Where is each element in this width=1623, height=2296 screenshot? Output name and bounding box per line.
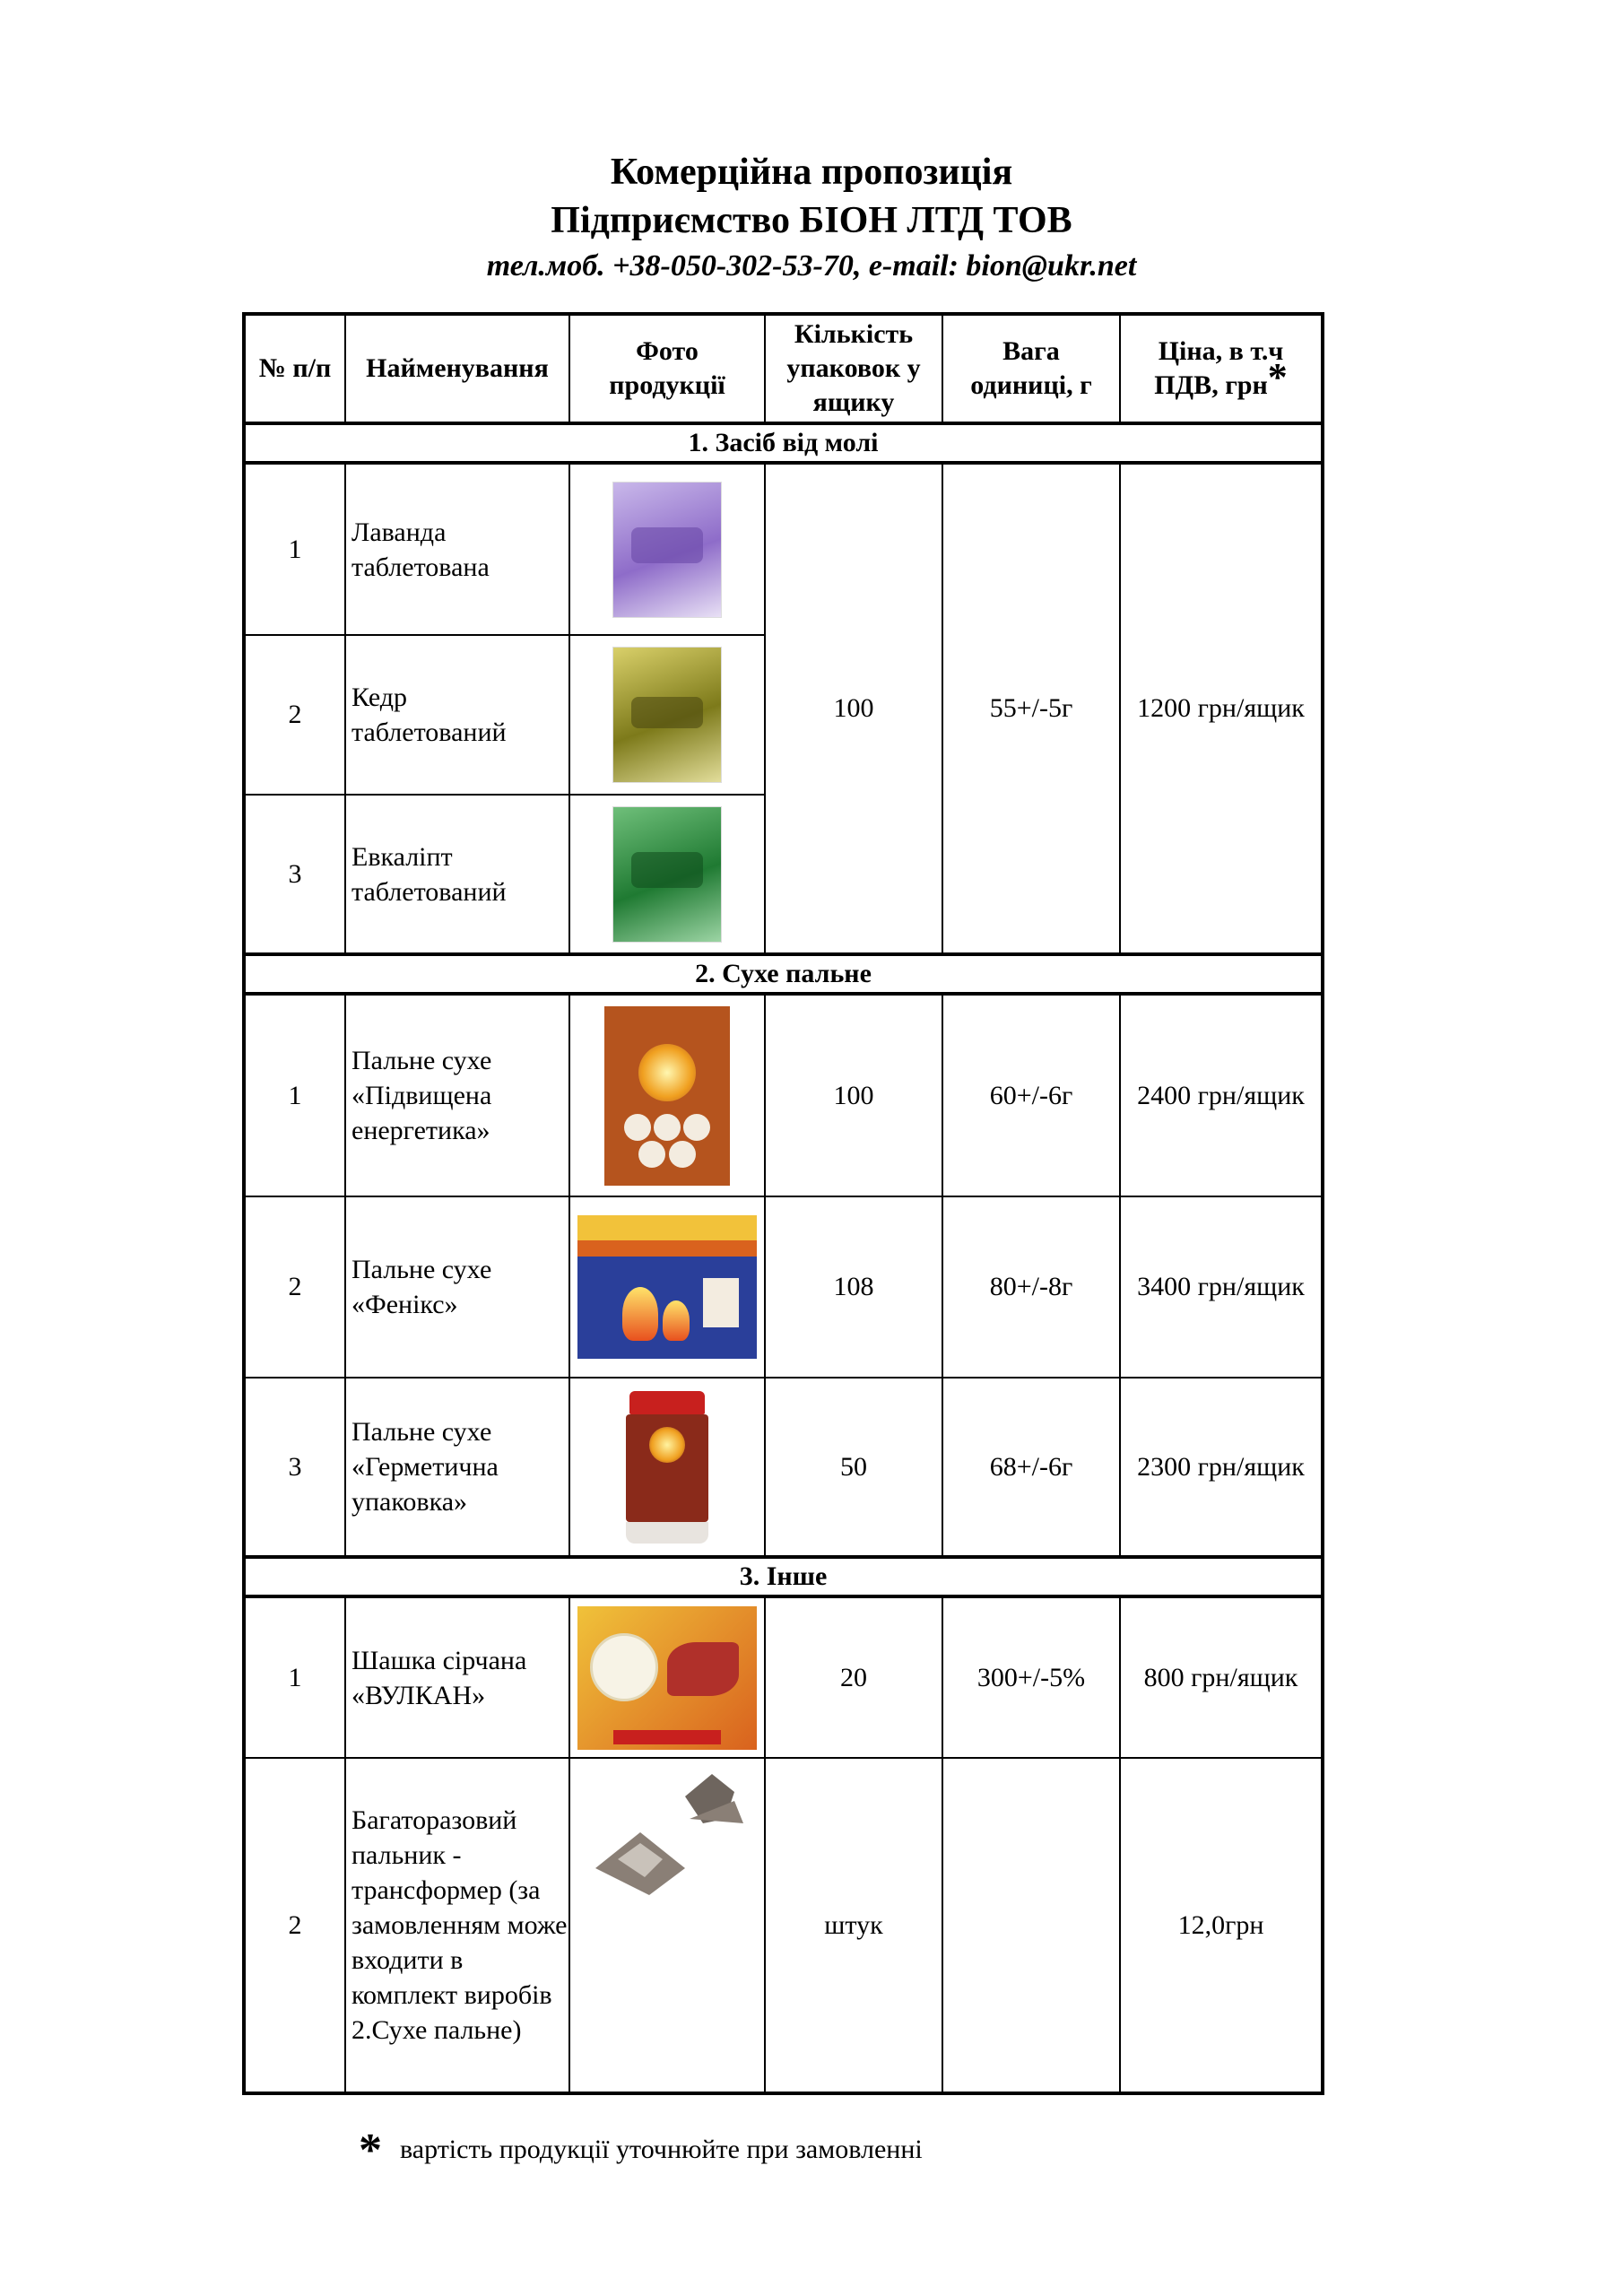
company-contacts: тел.моб. +38-050-302-53-70, e-mail: bion@ukr.net — [486, 249, 1137, 283]
product-name: Лаванда таблетована — [345, 463, 569, 635]
price-cell: 12,0грн — [1120, 1758, 1323, 2093]
weight-cell: 300+/-5% — [942, 1596, 1120, 1758]
row-number: 1 — [244, 463, 345, 635]
section-title: 3. Інше — [244, 1557, 1323, 1596]
price-cell: 2400 грн/ящик — [1120, 994, 1323, 1196]
product-photo-cell — [569, 635, 765, 795]
section-row — [244, 423, 1323, 463]
lavender-pack-photo — [612, 482, 722, 618]
row-number: 1 — [244, 994, 345, 1196]
row-number: 1 — [244, 1596, 345, 1758]
footnote-asterisk: * — [359, 2125, 382, 2176]
document-title: Комерційна пропозиція — [610, 152, 1013, 193]
price-cell: 800 грн/ящик — [1120, 1596, 1323, 1758]
qty-cell: 100 — [765, 994, 942, 1196]
product-name: Шашка сірчана «ВУЛКАН» — [345, 1596, 569, 1758]
weight-cell: 60+/-6г — [942, 994, 1120, 1196]
product-table — [242, 312, 1324, 2095]
fuel-jar-photo — [622, 1391, 712, 1544]
row-number: 3 — [244, 795, 345, 954]
product-name: Багаторазовий пальник - трансформер (за замовленням може входити в комплект виробів 2.Сухе пальне) — [345, 1758, 569, 2093]
column-header-weight: Вага одиниці, г — [942, 314, 1120, 423]
qty-cell: штук — [765, 1758, 942, 2093]
product-photo-cell — [569, 1196, 765, 1378]
product-photo-cell — [569, 1596, 765, 1758]
cedar-pack-photo — [612, 647, 722, 783]
product-photo-cell — [569, 994, 765, 1196]
product-name: Пальне сухе «Герметична упаковка» — [345, 1378, 569, 1557]
product-photo-cell — [569, 1758, 765, 2093]
table-row — [244, 1758, 1323, 2093]
column-header-price: Ціна, в т.ч ПДВ, грн* — [1120, 314, 1323, 423]
product-name: Кедр таблетований — [345, 635, 569, 795]
table-row — [244, 994, 1323, 1196]
table-row — [244, 463, 1323, 635]
qty-cell: 100 — [765, 463, 942, 954]
price-cell: 3400 грн/ящик — [1120, 1196, 1323, 1378]
section-title: 1. Засіб від молі — [244, 423, 1323, 463]
column-header-qty: Кількість упаковок у ящику — [765, 314, 942, 423]
dry-fuel-box-photo — [604, 1006, 730, 1186]
product-name: Евкаліпт таблетований — [345, 795, 569, 954]
transformer-burner-photo — [577, 1770, 757, 1922]
eucalyptus-pack-photo — [612, 806, 722, 943]
product-photo-cell — [569, 795, 765, 954]
table-row — [244, 1196, 1323, 1378]
footnote — [359, 2117, 923, 2176]
price-cell: 2300 грн/ящик — [1120, 1378, 1323, 1557]
company-name: Підприємство БІОН ЛТД ТОВ — [551, 200, 1072, 241]
sulfur-candle-box-photo — [577, 1606, 757, 1750]
section-title: 2. Сухе пальне — [244, 954, 1323, 994]
product-photo-cell — [569, 463, 765, 635]
table-row — [244, 1378, 1323, 1557]
product-photo-cell — [569, 1378, 765, 1557]
column-header-photo: Фото продукції — [569, 314, 765, 423]
price-asterisk: * — [1267, 355, 1288, 399]
row-number: 2 — [244, 1758, 345, 2093]
footnote-text: вартість продукції уточнюйте при замовленні — [400, 2135, 923, 2164]
qty-cell: 108 — [765, 1196, 942, 1378]
product-name: Пальне сухе «Підвищена енергетика» — [345, 994, 569, 1196]
row-number: 2 — [244, 635, 345, 795]
price-cell: 1200 грн/ящик — [1120, 463, 1323, 954]
weight-cell: 80+/-8г — [942, 1196, 1120, 1378]
row-number: 2 — [244, 1196, 345, 1378]
qty-cell: 50 — [765, 1378, 942, 1557]
column-header-num: № п/п — [244, 314, 345, 423]
weight-cell: 55+/-5г — [942, 463, 1120, 954]
fenix-box-photo — [577, 1215, 757, 1359]
table-header-row — [244, 314, 1323, 423]
qty-cell: 20 — [765, 1596, 942, 1758]
section-row — [244, 1557, 1323, 1596]
column-header-name: Найменування — [345, 314, 569, 423]
row-number: 3 — [244, 1378, 345, 1557]
product-name: Пальне сухе «Фенікс» — [345, 1196, 569, 1378]
weight-cell: 68+/-6г — [942, 1378, 1120, 1557]
section-row — [244, 954, 1323, 994]
weight-cell — [942, 1758, 1120, 2093]
table-row — [244, 1596, 1323, 1758]
